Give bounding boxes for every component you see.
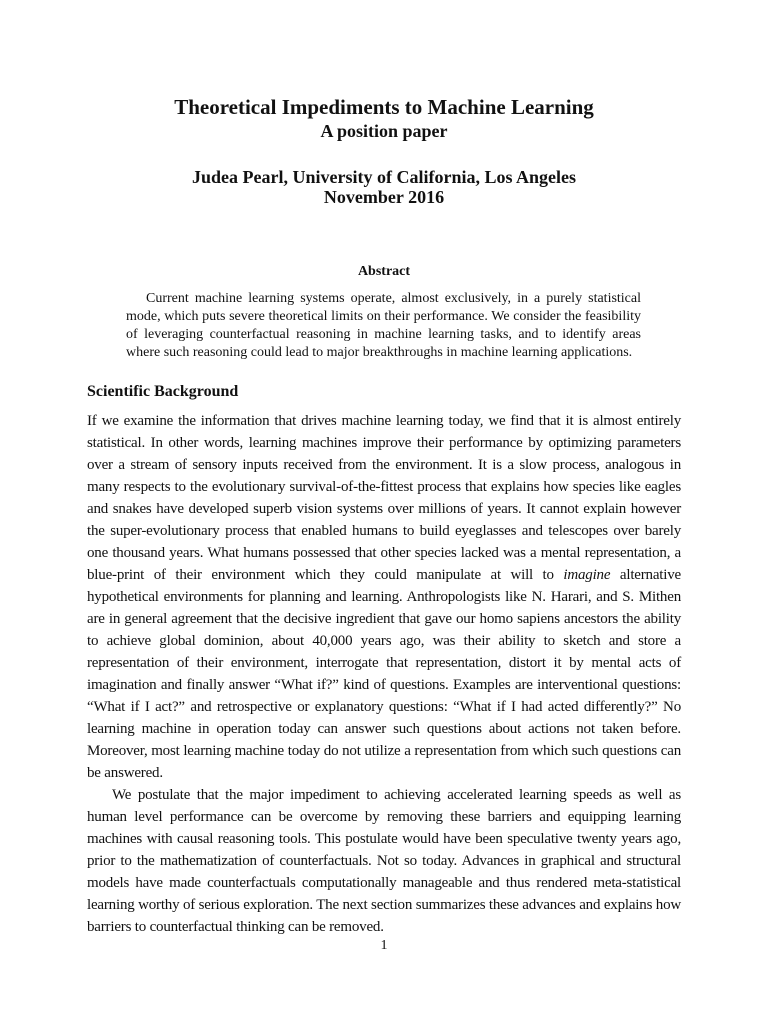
- section-heading: Scientific Background: [87, 383, 239, 400]
- paper-subtitle: A position paper: [320, 121, 448, 141]
- emphasis-imagine: imagine: [563, 567, 611, 583]
- page-number: 1: [380, 938, 388, 953]
- date-line: November 2016: [323, 187, 445, 207]
- body-text: [87, 410, 681, 938]
- paragraph-1: [87, 410, 681, 784]
- abstract-text: Current machine learning systems operate, almost exclusively, in a purely statistical mode, which puts severe theoretical limits on their performance. We consider the feasibility of leveraging counterfactual reasoning in machine learning tasks, and to identify areas where such reasoning could lead to major breakthroughs in machine learning applications.: [126, 291, 641, 360]
- author-line: Judea Pearl, University of California, Los Angeles: [192, 167, 576, 187]
- paragraph-1-text-b: alternative hypothetical environments for planning and learning. Anthropologists like N. Harari, and S. Mithen are in general agreement that the decisive ingredient that gave our homo sapiens ancestors the ability to achieve global dominion, about 40,000 years ago, was their ability to sketch and store a representation of their environment, interrogate that representation, distort it by mental acts of imagination and finally answer “What if?” kind of questions. Examples are interventional questions: “What if I act?” and retrospective or explanatory questions: “What if I had acted differently?” No learning machine in operation today can answer such questions about actions not taken before. Moreover, most learning machine today do not utilize a representation from which such questions can be answered.: [87, 567, 681, 781]
- paragraph-2: We postulate that the major impediment to achieving accelerated learning speeds as well as human level performance can be overcome by removing these barriers and equipping learning machines with causal reasoning tools. This postulate would have been speculative twenty years ago, prior to the mathematization of counterfactuals. Not so today. Advances in graphical and structural models have made counterfactuals computationally manageable and thus rendered meta-statistical learning worthy of serious exploration. The next section summarizes these advances and explains how barriers to counterfactual thinking can be removed.: [87, 787, 681, 935]
- paragraph-1-text-a: If we examine the information that drives machine learning today, we find that it is almost entirely statistical. In other words, learning machines improve their performance by optimizing parameters over a stream of sensory inputs received from the environment. It is a slow process, analogous in many respects to the evolutionary survival-of-the-fittest process that explains how species like eagles and snakes have developed superb vision systems over millions of years. It cannot explain however the super-evolutionary process that enabled humans to build eyeglasses and telescopes over barely one thousand years. What humans possessed that other species lacked was a mental representation, a blue-print of their environment which they could manipulate at will to: [87, 413, 681, 583]
- paper-title: Theoretical Impediments to Machine Learning: [174, 95, 594, 119]
- abstract-heading: Abstract: [357, 264, 411, 279]
